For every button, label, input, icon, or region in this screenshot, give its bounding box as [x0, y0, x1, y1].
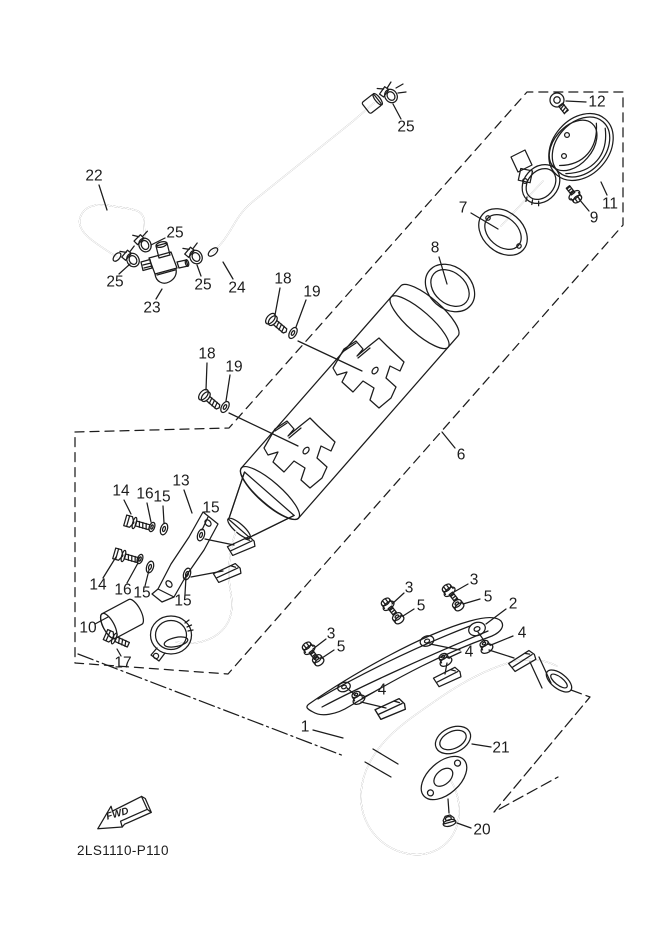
flange-nut-20 — [441, 814, 456, 828]
callout-1: 1 — [300, 718, 310, 736]
connector-line — [205, 539, 234, 545]
washer-15 — [196, 528, 206, 542]
callout-3: 3 — [404, 579, 414, 597]
callout-3: 3 — [469, 571, 479, 589]
callout-leader-5 — [322, 650, 334, 658]
callout-leader-23 — [156, 289, 162, 299]
callout-leader-5 — [403, 609, 414, 616]
callout-5: 5 — [416, 597, 426, 615]
callout-leader-24 — [223, 262, 233, 279]
washer-15 — [145, 560, 155, 574]
callout-leader-16 — [127, 563, 138, 583]
callout-22: 22 — [85, 167, 103, 185]
connector-lines — [191, 341, 514, 813]
callout-5: 5 — [336, 638, 346, 656]
connector-line — [191, 571, 223, 577]
callout-leader-22 — [99, 185, 107, 210]
bolt-18 — [264, 312, 290, 337]
callout-leader-18 — [275, 288, 280, 315]
callout-leader-25 — [393, 104, 401, 119]
hose-clamp-25 — [132, 229, 156, 255]
callout-25: 25 — [194, 276, 212, 294]
fwd-arrow — [93, 795, 153, 834]
muffler-strap — [333, 338, 404, 408]
callout-leader-25 — [197, 265, 201, 276]
washer-19 — [219, 400, 231, 414]
callout-17: 17 — [114, 654, 132, 672]
callout-leader-4 — [491, 636, 513, 645]
callout-15: 15 — [133, 584, 151, 602]
callout-leader-25 — [119, 264, 130, 274]
callout-leader-20 — [457, 823, 471, 828]
callout-leader-21 — [472, 744, 491, 747]
grommet-4 — [436, 651, 453, 668]
muffler-gasket — [416, 254, 484, 321]
callout-leader-19 — [296, 300, 306, 327]
connector-line — [361, 702, 386, 708]
callout-leader-14 — [124, 500, 131, 514]
callout-23: 23 — [143, 299, 161, 317]
callout-11: 11 — [601, 195, 619, 213]
tailpipe-assembly — [470, 150, 568, 265]
callout-leader-6 — [442, 432, 455, 448]
callout-leader-13 — [184, 490, 192, 513]
connector-line — [448, 799, 449, 813]
washer-15 — [159, 522, 169, 536]
sheet-code: 2LS1110-P110 — [77, 843, 169, 858]
callout-3: 3 — [326, 625, 336, 643]
callout-15: 15 — [174, 592, 192, 610]
callout-6: 6 — [456, 446, 466, 464]
washer-19 — [287, 326, 299, 340]
shield-stay — [374, 698, 406, 721]
callout-25: 25 — [166, 224, 184, 242]
hose-22 — [79, 205, 145, 257]
tail-end-cap — [536, 101, 627, 194]
callout-4: 4 — [377, 681, 387, 699]
muffler-assembly-boundary — [75, 92, 623, 674]
spring-washer-16 — [148, 522, 156, 533]
exhaust-gasket-21 — [431, 721, 475, 759]
callout-leader-16 — [147, 503, 151, 522]
muffler-body — [207, 277, 465, 557]
callout-4: 4 — [517, 624, 527, 642]
callout-leader-2 — [486, 609, 506, 624]
fwd-label: FWD — [105, 805, 130, 823]
bolt-14 — [124, 515, 151, 533]
muffler-strap — [264, 418, 335, 488]
bolt-14 — [113, 548, 140, 566]
callout-leader-1 — [313, 730, 343, 738]
callout-14: 14 — [89, 576, 107, 594]
callout-leader-3 — [454, 584, 468, 592]
shield-stay — [433, 666, 463, 687]
callout-19: 19 — [225, 358, 243, 376]
dashed-boundaries — [75, 92, 623, 812]
callout-13: 13 — [172, 472, 190, 490]
connector-line — [229, 413, 298, 446]
callout-leader-18 — [206, 363, 207, 390]
callout-15: 15 — [202, 499, 220, 517]
callout-leader-19 — [226, 375, 230, 401]
callout-leader-5 — [463, 599, 480, 604]
bolt-18 — [197, 388, 223, 413]
pipe-stay — [213, 563, 242, 584]
callout-19: 19 — [303, 283, 321, 301]
exhaust-flange — [413, 748, 475, 808]
callout-12: 12 — [588, 93, 606, 111]
callout-16: 16 — [136, 485, 154, 503]
callout-5: 5 — [483, 588, 493, 606]
washer-5 — [391, 611, 405, 626]
callout-leader-14 — [103, 557, 116, 578]
callout-2: 2 — [508, 595, 518, 613]
callout-25: 25 — [397, 118, 415, 136]
bolt-3 — [440, 582, 461, 604]
callout-16: 16 — [114, 581, 132, 599]
callout-18: 18 — [198, 345, 216, 363]
callout-15: 15 — [153, 488, 171, 506]
callout-10: 10 — [79, 619, 97, 637]
callout-25: 25 — [106, 273, 124, 291]
callout-18: 18 — [274, 270, 292, 288]
callout-numbers — [79, 94, 618, 839]
callout-8: 8 — [430, 239, 440, 257]
callout-leader-3 — [313, 639, 326, 649]
callout-21: 21 — [492, 739, 510, 757]
callout-20: 20 — [473, 821, 491, 839]
callout-leader-3 — [392, 593, 404, 604]
bolt-12 — [550, 93, 569, 114]
callout-24: 24 — [228, 279, 246, 297]
callout-leader-15 — [202, 517, 208, 530]
callout-leader-9 — [579, 199, 589, 211]
callout-leader-11 — [601, 182, 607, 195]
spring-washer-16 — [136, 554, 144, 565]
hose-24 — [213, 103, 374, 252]
connector-line — [489, 650, 514, 658]
callout-14: 14 — [112, 482, 130, 500]
callout-4: 4 — [464, 643, 474, 661]
leader-lines — [95, 101, 607, 828]
callout-leader-15 — [163, 506, 164, 523]
artwork — [79, 80, 626, 855]
callout-7: 7 — [458, 199, 468, 217]
callout-leader-12 — [566, 101, 586, 102]
pipe-heat-shield — [307, 618, 503, 715]
callout-9: 9 — [589, 209, 599, 227]
